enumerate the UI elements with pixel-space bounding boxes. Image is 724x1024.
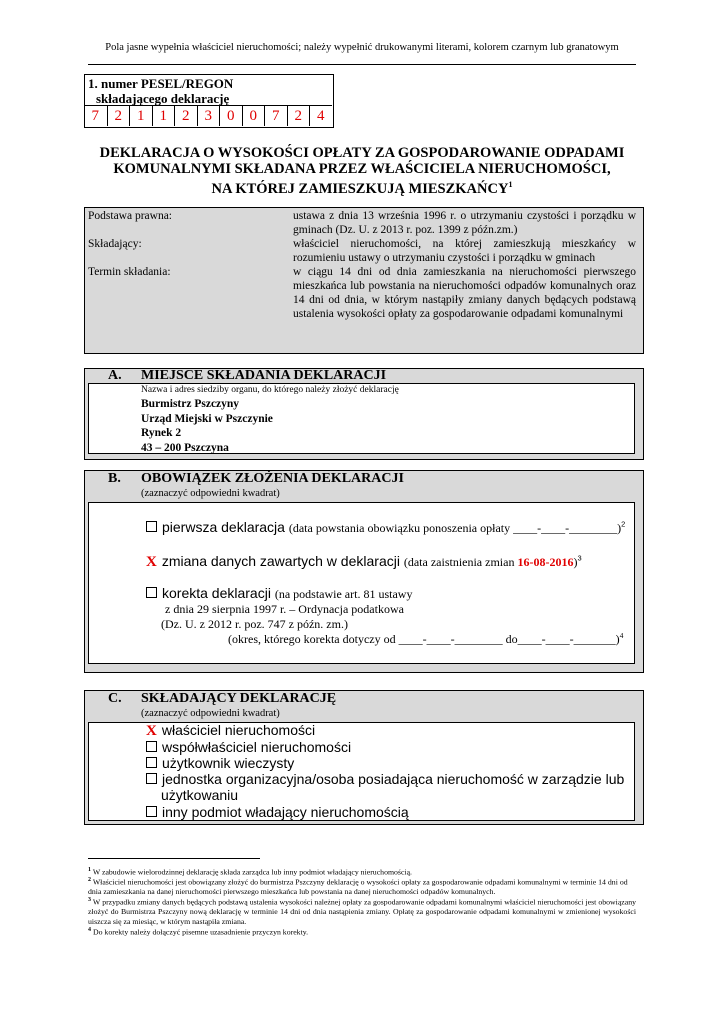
pesel-digit[interactable]: 2: [174, 106, 197, 126]
address-line: Burmistrz Pszczyny: [141, 398, 240, 410]
deadline-value: w ciągu 14 dni od dnia zamieszkania na nieruchomości pierwszego mieszkańca lub powstania na nieruchomości odpadów komunalnych oraz 14 dni od dnia, w którym nastąpiły zmiany danych będących podstawą ustalenia wysokości opłaty za gospodarowanie odpadami komunalnymi: [293, 266, 636, 320]
section-c-letter: C.: [108, 691, 122, 706]
checkbox[interactable]: [146, 806, 157, 817]
checkbox[interactable]: [146, 587, 157, 598]
option-perpetual-user[interactable]: [146, 755, 294, 771]
footnote-4: [88, 926, 636, 937]
footnote-3: [88, 896, 636, 926]
section-b-title: OBOWIĄZEK ZŁOŻENIA DEKLARACJI: [141, 471, 404, 486]
option-co-owner[interactable]: [146, 739, 351, 755]
footnote-text: Właściciel nieruchomości jest obowiązany złożyć do burmistrza Pszczyny deklarację o wysokości opłaty za gospodarowanie odpadami komunalnymi w terminie 14 dni od dnia zamieszkania na danej nieruchomości pierwszego mieszkańca lub powstania na danej nieruchomości odpadów komunalnych.: [88, 877, 628, 897]
address-line: Urząd Miejski w Pszczynie: [141, 412, 273, 425]
pesel-digit[interactable]: 1: [152, 106, 175, 126]
change-date-value[interactable]: 16-08-2016: [517, 555, 574, 569]
section-a-hint: Nazwa i adres siedziby organu, do którego należy złożyć deklarację: [141, 385, 399, 395]
deadline-key: Termin składania:: [88, 266, 171, 278]
footnote-text: W przypadku zmiany danych będących podstawą ustalenia wysokości należnej opłaty za gospodarowanie odpadami komunalnymi właściciel nieruchomości jest obowiązany złożyć do Burmistrza Pszczyny nową deklarację w terminie 14 dni od dnia nastąpienia zmiany. Opłatę za gospodarowanie odpadami komunalnymi w zmienionej wysokości uiszcza się za miesiąc, w którym nastąpiła zmiana.: [88, 897, 637, 926]
footnote-text: W zabudowie wielorodzinnej deklarację składa zarządca lub inny podmiot władający nieruchomością.: [92, 867, 412, 877]
pesel-digit[interactable]: 2: [107, 106, 130, 126]
title-line1: DEKLARACJA O WYSOKOŚCI OPŁATY ZA GOSPODAROWANIE ODPADAMI: [99, 145, 625, 161]
section-a-letter: A.: [108, 368, 122, 383]
checkbox[interactable]: [146, 741, 157, 752]
address-line: Rynek 2: [141, 427, 182, 439]
pesel-label-line1: 1. numer PESEL/REGON: [88, 76, 234, 91]
submitter-key: Składający:: [88, 238, 142, 250]
option-label: pierwsza deklaracja: [162, 519, 285, 535]
office-address[interactable]: [141, 397, 273, 455]
footnote-ref: 3: [577, 553, 582, 563]
option-owner[interactable]: [146, 722, 315, 740]
option-organizational-unit[interactable]: [146, 771, 624, 787]
option-label: inny podmiot władający nieruchomością: [162, 804, 409, 820]
form-instructions: Pola jasne wypełnia właściciel nieruchomości; należy wypełnić drukowanymi literami, kolorem czarnym lub granatowym: [105, 42, 619, 53]
footnote-ref: 3: [88, 897, 91, 903]
option-note-close: ): [573, 555, 578, 569]
footnote-ref: 1: [508, 180, 513, 189]
pesel-digit[interactable]: 3: [197, 106, 220, 126]
submitter-value: właściciel nieruchomości, na której zamieszkują mieszkańcy w rozumieniu ustawy o utrzymaniu czystości i porządku w gminach: [293, 238, 636, 264]
footnote-ref: 2: [88, 877, 91, 883]
option-note: (data zaistnienia zmian: [403, 555, 515, 569]
correction-period-text: (okres, którego korekta dotyczy od ____-____-________ do____-____-_______): [228, 632, 620, 646]
section-c-title: SKŁADAJĄCY DEKLARACJĘ: [141, 691, 337, 706]
footnote-ref: 1: [88, 867, 91, 873]
option-data-change[interactable]: [146, 553, 582, 571]
option-label: korekta deklaracji: [162, 585, 271, 601]
option-correction[interactable]: [146, 585, 412, 602]
option-label: użytkownik wieczysty: [162, 755, 295, 771]
option-note: (data powstania obowiązku ponoszenia opłaty ____-____-________): [288, 521, 622, 535]
section-b-letter: B.: [108, 471, 121, 486]
option-label: jednostka organizacyjna/osoba posiadająca nieruchomość w zarządzie lub: [162, 771, 625, 787]
correction-period[interactable]: [228, 631, 623, 647]
option-label: zmiana danych zawartych w deklaracji: [161, 553, 400, 569]
correction-note-line3: (Dz. U. z 2012 r. poz. 747 z późn. zm.): [161, 617, 348, 631]
pesel-digit[interactable]: 4: [309, 106, 332, 126]
footnote-2: [88, 876, 636, 897]
legal-basis-key: Podstawa prawna:: [88, 210, 172, 222]
pesel-digit[interactable]: 7: [91, 108, 99, 124]
option-label: współwłaściciel nieruchomości: [162, 739, 352, 755]
pesel-digit[interactable]: 1: [129, 106, 152, 126]
checked-mark[interactable]: X: [146, 554, 157, 570]
option-other-entity[interactable]: [146, 804, 409, 820]
checkbox[interactable]: [146, 521, 157, 532]
option-organizational-unit-cont: użytkowaniu: [161, 787, 239, 803]
footnote-divider: [88, 858, 260, 859]
checked-mark[interactable]: X: [146, 723, 157, 739]
pesel-digit[interactable]: 0: [242, 106, 265, 126]
footnote-text: Do korekty należy dołączyć pisemne uzasadnienie przyczyn korekty.: [92, 927, 309, 937]
checkbox[interactable]: [146, 757, 157, 768]
pesel-digit[interactable]: 0: [219, 106, 242, 126]
checkbox[interactable]: [146, 773, 157, 784]
section-a-title: MIEJSCE SKŁADANIA DEKLARACJI: [141, 368, 387, 383]
pesel-label-line2: składającego deklarację: [96, 91, 230, 106]
footnote-ref: 4: [88, 927, 91, 933]
footnote-ref: 4: [619, 631, 624, 640]
pesel-digit[interactable]: 2: [287, 106, 310, 126]
title-line3: NA KTÓREJ ZAMIESZKUJĄ MIESZKAŃCY: [211, 180, 509, 197]
pesel-label: [88, 76, 233, 106]
declaration-title: [0, 145, 724, 197]
legal-basis-value: ustawa z dnia 13 września 1996 r. o utrzymaniu czystości i porządku w gminach (Dz. U. z 2013 r. poz. 1399 z późn.zm.): [293, 210, 636, 236]
option-first-declaration[interactable]: [146, 519, 625, 536]
address-line: 43 – 200 Pszczyna: [141, 441, 229, 454]
title-line2: KOMUNALNYMI SKŁADANA PRZEZ WŁAŚCICIELA NIERUCHOMOŚCI,: [113, 161, 611, 177]
footnote-ref: 2: [621, 519, 626, 529]
correction-note-line2: z dnia 29 sierpnia 1997 r. – Ordynacja podatkowa: [165, 602, 404, 616]
option-note: (na podstawie art. 81 ustawy: [274, 587, 413, 601]
option-label: właściciel nieruchomości: [161, 722, 316, 738]
pesel-digit[interactable]: 7: [264, 106, 287, 126]
section-c-subtitle: (zaznaczyć odpowiedni kwadrat): [141, 708, 280, 719]
header-divider: [88, 64, 636, 65]
section-b-subtitle: (zaznaczyć odpowiedni kwadrat): [141, 488, 280, 499]
pesel-digits[interactable]: [84, 105, 332, 126]
